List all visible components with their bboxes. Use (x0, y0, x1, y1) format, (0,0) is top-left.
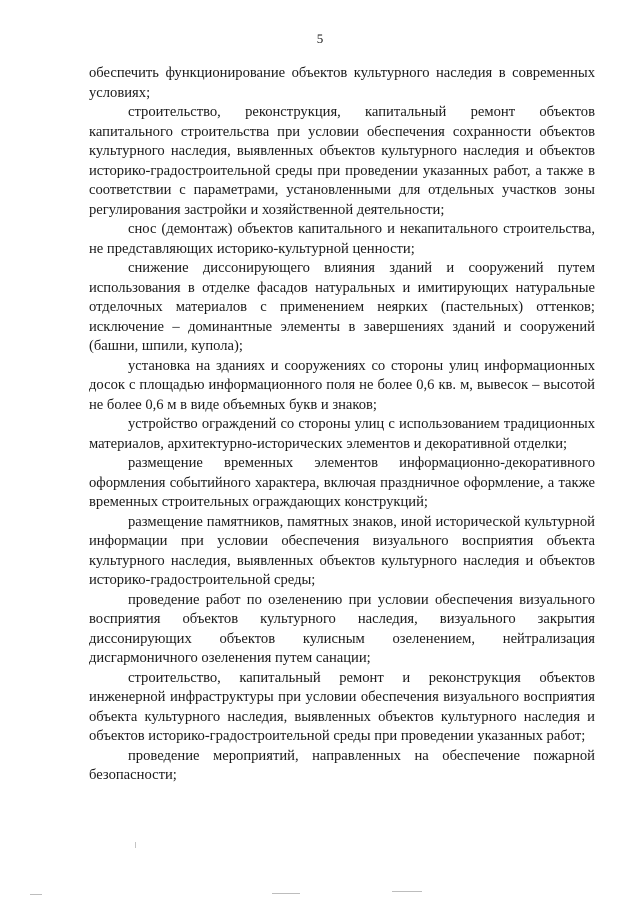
scan-artifact (392, 891, 422, 892)
page-number: 5 (316, 31, 324, 46)
paragraph: устройство ограждений со стороны улиц с использованием традиционных материалов, архитектурно-исторических элементов и декоративной отделки; (89, 416, 595, 452)
paragraph: строительство, капитальный ремонт и реконструкция объектов инженерной инфраструктуры при условии обеспечения визуального восприятия объекта культурного наследия, выявленных объектов культурного наследия и объектов историко-градостроительной среды при проведении указанных работ; (89, 669, 595, 744)
scan-artifact (135, 842, 136, 848)
paragraph: установка на зданиях и сооружениях со стороны улиц информационных досок с площадью информационного поля не более 0,6 кв. м, вывесок – высотой не более 0,6 м в виде объемных букв и знаков; (89, 357, 595, 413)
paragraph: снижение диссонирующего влияния зданий и сооружений путем использования в отделке фасадов натуральных и имитирующих натуральные отделочных материалов с применением неярких (пастельных) оттенков; исключение – доминантные элементы в завершениях зданий и сооружений (башни, шпили, купола); (89, 260, 595, 354)
paragraph: проведение мероприятий, направленных на обеспечение пожарной безопасности; (89, 747, 595, 783)
paragraph: снос (демонтаж) объектов капитального и некапитального строительства, не представляющих историко-культурной ценности; (89, 221, 595, 257)
scan-artifact (30, 894, 42, 895)
paragraph: размещение временных элементов информационно-декоративного оформления событийного характера, включая праздничное оформление, а также временных строительных ограждающих конструкций; (89, 455, 595, 510)
paragraph: размещение памятников, памятных знаков, иной исторической культурной информации при условии обеспечения визуального восприятия объекта культурного наследия, выявленных объектов культурного наследия и объектов историко-градостроительной среды; (89, 513, 595, 588)
paragraph: обеспечить функционирование объектов культурного наследия в современных условиях; (89, 65, 595, 101)
paragraph: строительство, реконструкция, капитальный ремонт объектов капитального строительства при условии обеспечения сохранности объектов культурного наследия, выявленных объектов культурного наследия и объектов историко-градостроительной среды при проведении указанных работ, а также в соответствии с параметрами, установленными для отдельных участков зоны регулирования застройки и хозяйственной деятельности; (89, 104, 595, 218)
paragraph: проведение работ по озеленению при условии обеспечения визуального восприятия объектов культурного наследия, визуального закрытия диссонирующих объектов кулисным озеленением, нейтрализация дисгармоничного озеленения путем санации; (89, 591, 595, 666)
scan-artifact (272, 893, 300, 894)
body-text (89, 64, 595, 786)
